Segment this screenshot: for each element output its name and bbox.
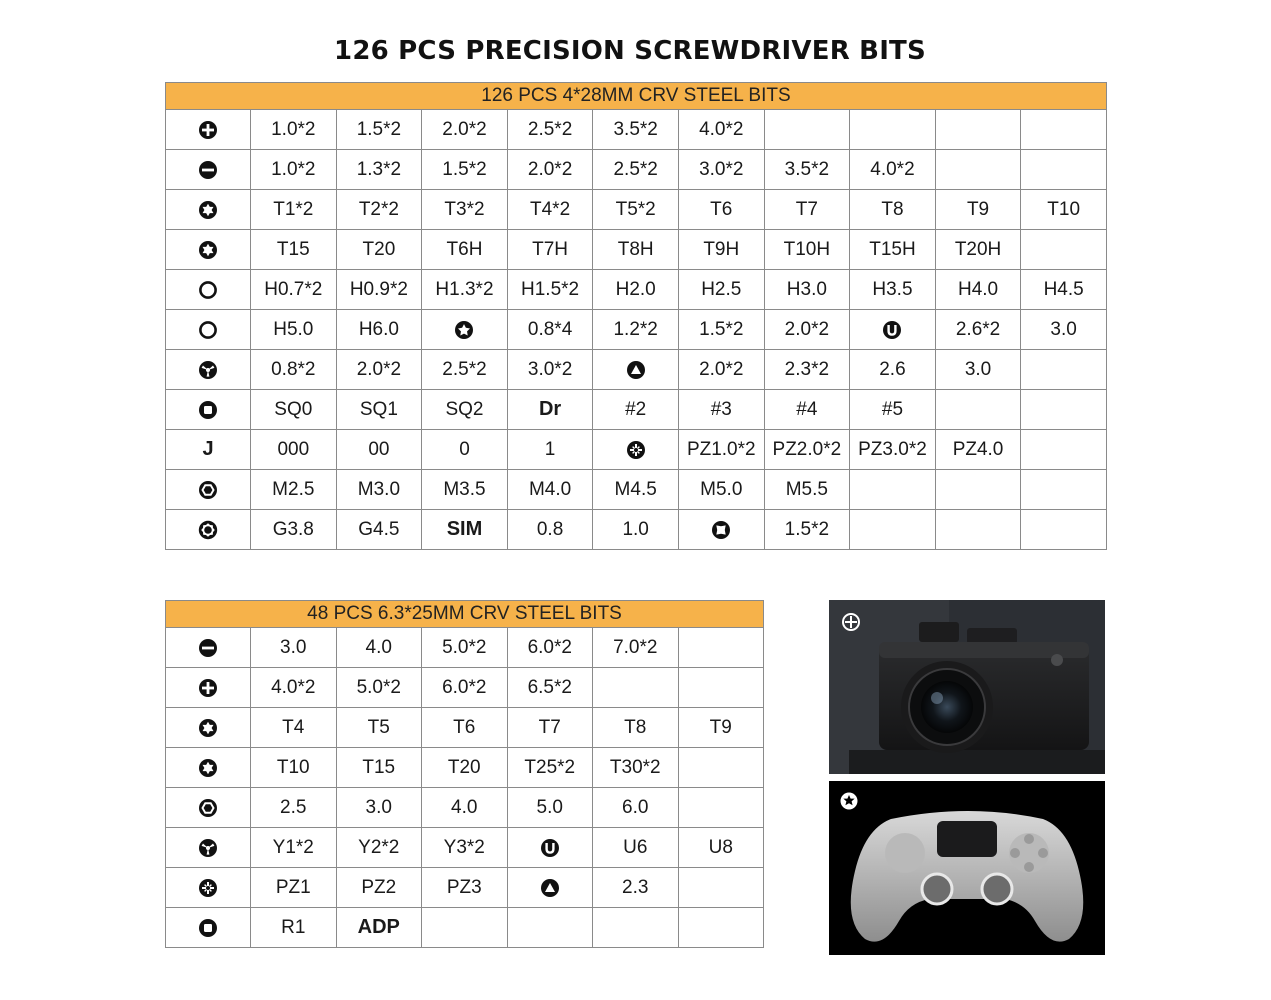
bit-size-cell (593, 668, 679, 708)
bit-size-cell: 2.0*2 (764, 310, 850, 350)
bit-size-cell: T25*2 (507, 748, 593, 788)
table-row (166, 868, 764, 908)
torx-icon (198, 200, 218, 220)
bit-size-cell: 6.0 (593, 788, 679, 828)
bit-size-cell: 1.0*2 (251, 150, 337, 190)
four-point-icon (711, 520, 731, 540)
bit-size-cell: Y3*2 (422, 828, 508, 868)
bit-size-cell (935, 150, 1021, 190)
bit-size-cell (678, 628, 764, 668)
bit-size-cell: 1 (507, 430, 593, 470)
bit-size-cell: 3.5*2 (764, 150, 850, 190)
bit-size-cell: PZ3.0*2 (850, 430, 936, 470)
bit-size-cell: T2*2 (336, 190, 422, 230)
bit-size-cell: 5.0 (507, 788, 593, 828)
bit-type-cell (166, 190, 251, 230)
bit-size-cell: 3.0*2 (507, 350, 593, 390)
bit-size-cell: T20 (336, 230, 422, 270)
bit-size-cell: T6 (678, 190, 764, 230)
bit-size-cell: #4 (764, 390, 850, 430)
bit-size-cell: 1.5*2 (678, 310, 764, 350)
square-icon (198, 400, 218, 420)
bit-size-cell: 2.0*2 (507, 150, 593, 190)
bit-size-cell: M2.5 (251, 470, 337, 510)
bit-size-cell: T20 (422, 748, 508, 788)
bit-type-cell (678, 510, 764, 550)
table-row (166, 788, 764, 828)
bit-size-cell: H4.5 (1021, 270, 1107, 310)
bit-size-cell: T4*2 (507, 190, 593, 230)
bit-size-cell (678, 788, 764, 828)
bit-size-cell: 3.0 (1021, 310, 1107, 350)
table-row (166, 150, 1107, 190)
bit-size-cell: T8 (850, 190, 936, 230)
table-row (166, 628, 764, 668)
bit-size-cell: 4.0*2 (850, 150, 936, 190)
bit-size-cell (850, 110, 936, 150)
bit-size-cell: 3.0 (251, 628, 337, 668)
bit-size-cell (935, 110, 1021, 150)
bit-size-cell: 000 (251, 430, 337, 470)
bit-size-cell: M3.0 (336, 470, 422, 510)
bit-size-cell (1021, 110, 1107, 150)
bit-size-cell: H3.5 (850, 270, 936, 310)
bit-size-cell: T4 (251, 708, 337, 748)
tri-wing-icon (198, 360, 218, 380)
bit-size-cell (678, 668, 764, 708)
bit-size-cell: M3.5 (422, 470, 508, 510)
torx-icon (198, 718, 218, 738)
bit-size-cell: T6H (422, 230, 508, 270)
bits-table-6x25 (165, 600, 764, 948)
bit-size-cell: 6.0*2 (422, 668, 508, 708)
hex-socket-icon (198, 480, 218, 500)
table-header: 126 PCS 4*28MM CRV STEEL BITS (166, 83, 1107, 110)
bit-size-cell: M4.5 (593, 470, 679, 510)
bit-size-cell (678, 908, 764, 948)
table-row (166, 510, 1107, 550)
bit-size-cell: T3*2 (422, 190, 508, 230)
bit-size-cell: SQ2 (422, 390, 508, 430)
bit-size-cell: T15 (336, 748, 422, 788)
bit-size-cell: 1.5*2 (336, 110, 422, 150)
bit-size-cell: 2.5*2 (593, 150, 679, 190)
bit-size-cell: M5.0 (678, 470, 764, 510)
bit-type-cell (166, 270, 251, 310)
bit-size-cell: PZ1 (251, 868, 337, 908)
bit-size-cell: Y2*2 (336, 828, 422, 868)
bit-size-cell: T8 (593, 708, 679, 748)
bit-type-cell (166, 510, 251, 550)
bit-size-cell: T9H (678, 230, 764, 270)
table-row (166, 430, 1107, 470)
bit-size-cell (1021, 350, 1107, 390)
bit-size-cell: 3.0 (336, 788, 422, 828)
bit-size-cell: 4.0*2 (251, 668, 337, 708)
table-row (166, 708, 764, 748)
bits-table-4x28 (165, 82, 1107, 550)
bit-type-cell (166, 150, 251, 190)
bit-size-cell: 0 (422, 430, 508, 470)
bit-size-cell: T7H (507, 230, 593, 270)
bit-size-cell (1021, 430, 1107, 470)
triangle-icon (626, 360, 646, 380)
bit-size-cell: T7 (764, 190, 850, 230)
bit-type-cell (166, 470, 251, 510)
bit-size-cell: T8H (593, 230, 679, 270)
bit-size-cell: 2.5*2 (422, 350, 508, 390)
pentalobe-icon (454, 320, 474, 340)
table-row (166, 190, 1107, 230)
bit-type-cell (507, 868, 593, 908)
table-row (166, 270, 1107, 310)
u-shape-icon (882, 320, 902, 340)
bit-type-cell (507, 828, 593, 868)
table-row (166, 828, 764, 868)
bit-size-cell: U6 (593, 828, 679, 868)
bit-size-cell: 2.0*2 (336, 350, 422, 390)
bit-size-cell: 0.8*4 (507, 310, 593, 350)
bit-size-cell: H1.5*2 (507, 270, 593, 310)
bit-size-cell: 2.0*2 (422, 110, 508, 150)
bit-size-cell: 1.2*2 (593, 310, 679, 350)
bit-size-cell (1021, 470, 1107, 510)
bit-size-cell: 3.0 (935, 350, 1021, 390)
bit-size-cell: M5.5 (764, 470, 850, 510)
bit-size-cell: 3.0*2 (678, 150, 764, 190)
tri-wing-icon (198, 838, 218, 858)
bit-size-cell (764, 110, 850, 150)
game-controller-illustration (829, 781, 1105, 955)
slotted-icon (198, 160, 218, 180)
bit-type-cell (166, 628, 251, 668)
bit-type-cell (166, 110, 251, 150)
bit-type-cell (166, 908, 251, 948)
bit-size-cell: 2.5*2 (507, 110, 593, 150)
bit-type-cell (166, 390, 251, 430)
bit-size-cell: 4.0*2 (678, 110, 764, 150)
bit-size-cell: 2.0*2 (678, 350, 764, 390)
phillips-icon (198, 678, 218, 698)
bit-type-cell (166, 708, 251, 748)
bit-size-cell (593, 908, 679, 948)
bit-type-cell (166, 350, 251, 390)
bit-type-cell (166, 668, 251, 708)
bit-size-cell: T10 (251, 748, 337, 788)
bit-size-cell: ADP (336, 908, 422, 948)
bit-size-cell: 0.8 (507, 510, 593, 550)
torx-icon (839, 791, 859, 811)
bit-size-cell: T10 (1021, 190, 1107, 230)
bit-size-cell: H6.0 (336, 310, 422, 350)
pozidriv-icon (626, 440, 646, 460)
bit-size-cell: 5.0*2 (422, 628, 508, 668)
bit-size-cell: Dr (507, 390, 593, 430)
bit-size-cell: 2.3*2 (764, 350, 850, 390)
bit-size-cell: 1.0 (593, 510, 679, 550)
bit-size-cell: T20H (935, 230, 1021, 270)
bit-size-cell: H1.3*2 (422, 270, 508, 310)
gear-socket-icon (198, 520, 218, 540)
bit-size-cell (1021, 390, 1107, 430)
bit-size-cell (935, 470, 1021, 510)
bit-size-cell: R1 (251, 908, 337, 948)
bit-size-cell: T9 (678, 708, 764, 748)
hex-icon (198, 320, 218, 340)
bit-size-cell (507, 908, 593, 948)
phillips-icon (841, 612, 861, 632)
bit-size-cell: M4.0 (507, 470, 593, 510)
square-icon (198, 918, 218, 938)
bit-type-cell (850, 310, 936, 350)
triangle-icon (540, 878, 560, 898)
bit-size-cell: G3.8 (251, 510, 337, 550)
bit-size-cell (935, 390, 1021, 430)
bit-type-cell (166, 828, 251, 868)
table-row (166, 748, 764, 788)
bit-size-cell: PZ2.0*2 (764, 430, 850, 470)
bit-size-cell (1021, 510, 1107, 550)
bit-type-cell (166, 748, 251, 788)
bit-size-cell (678, 868, 764, 908)
bit-type-cell (166, 788, 251, 828)
bit-size-cell: T15H (850, 230, 936, 270)
phillips-icon (198, 120, 218, 140)
bit-size-cell: 6.0*2 (507, 628, 593, 668)
torx-icon (198, 240, 218, 260)
bit-size-cell: 2.6 (850, 350, 936, 390)
bit-size-cell: H0.7*2 (251, 270, 337, 310)
bit-size-cell: T5*2 (593, 190, 679, 230)
bit-size-cell: T5 (336, 708, 422, 748)
bit-size-cell: 0.8*2 (251, 350, 337, 390)
bit-size-cell: U8 (678, 828, 764, 868)
bit-size-cell: T9 (935, 190, 1021, 230)
bit-size-cell: H4.0 (935, 270, 1021, 310)
table-row (166, 350, 1107, 390)
bit-type-cell (166, 230, 251, 270)
bit-size-cell: T6 (422, 708, 508, 748)
bit-size-cell: T10H (764, 230, 850, 270)
bit-type-cell (166, 310, 251, 350)
table-row (166, 230, 1107, 270)
j-icon: J (202, 438, 214, 460)
bit-type-cell (166, 430, 251, 470)
bit-size-cell: #5 (850, 390, 936, 430)
bit-size-cell (935, 510, 1021, 550)
bit-size-cell: 7.0*2 (593, 628, 679, 668)
pozidriv-icon (198, 878, 218, 898)
bit-type-cell (166, 868, 251, 908)
bit-size-cell: T1*2 (251, 190, 337, 230)
bit-size-cell: PZ4.0 (935, 430, 1021, 470)
bit-size-cell: PZ2 (336, 868, 422, 908)
bit-size-cell (1021, 230, 1107, 270)
bit-size-cell (422, 908, 508, 948)
bit-size-cell: 2.3 (593, 868, 679, 908)
bit-size-cell: #3 (678, 390, 764, 430)
bit-size-cell: 5.0*2 (336, 668, 422, 708)
bit-size-cell: T7 (507, 708, 593, 748)
bit-size-cell: 1.0*2 (251, 110, 337, 150)
bit-size-cell: PZ3 (422, 868, 508, 908)
bit-size-cell: 1.3*2 (336, 150, 422, 190)
bit-size-cell: SQ1 (336, 390, 422, 430)
bit-size-cell: 4.0 (336, 628, 422, 668)
bit-size-cell: SIM (422, 510, 508, 550)
bit-size-cell: 00 (336, 430, 422, 470)
bit-type-cell (422, 310, 508, 350)
bit-size-cell: Y1*2 (251, 828, 337, 868)
bit-size-cell: SQ0 (251, 390, 337, 430)
camera-photo (829, 600, 1105, 774)
controller-photo (829, 781, 1105, 955)
bit-type-cell (593, 350, 679, 390)
table-row (166, 390, 1107, 430)
bit-size-cell: H5.0 (251, 310, 337, 350)
bit-size-cell: H0.9*2 (336, 270, 422, 310)
bit-size-cell: 2.5 (251, 788, 337, 828)
slotted-icon (198, 638, 218, 658)
bit-size-cell: T30*2 (593, 748, 679, 788)
bit-size-cell: PZ1.0*2 (678, 430, 764, 470)
hex-icon (198, 280, 218, 300)
bit-size-cell: T15 (251, 230, 337, 270)
bit-size-cell: H2.0 (593, 270, 679, 310)
bit-size-cell: 2.6*2 (935, 310, 1021, 350)
bit-size-cell (850, 470, 936, 510)
bit-type-cell (593, 430, 679, 470)
table-row (166, 110, 1107, 150)
torx-icon (198, 758, 218, 778)
bit-size-cell: #2 (593, 390, 679, 430)
page-title: 126 PCS PRECISION SCREWDRIVER BITS (334, 36, 926, 66)
camera-illustration (829, 600, 1105, 774)
bit-size-cell: 6.5*2 (507, 668, 593, 708)
table-row (166, 668, 764, 708)
bit-size-cell: H2.5 (678, 270, 764, 310)
bit-size-cell (678, 748, 764, 788)
u-shape-icon (540, 838, 560, 858)
table-row (166, 310, 1107, 350)
table-header: 48 PCS 6.3*25MM CRV STEEL BITS (166, 601, 764, 628)
table-row (166, 908, 764, 948)
hex-socket-icon (198, 798, 218, 818)
bit-size-cell: 1.5*2 (422, 150, 508, 190)
bit-size-cell (850, 510, 936, 550)
table-row (166, 470, 1107, 510)
bit-size-cell (1021, 150, 1107, 190)
bit-size-cell: 4.0 (422, 788, 508, 828)
bit-size-cell: 1.5*2 (764, 510, 850, 550)
bit-size-cell: 3.5*2 (593, 110, 679, 150)
bit-size-cell: H3.0 (764, 270, 850, 310)
bit-size-cell: G4.5 (336, 510, 422, 550)
